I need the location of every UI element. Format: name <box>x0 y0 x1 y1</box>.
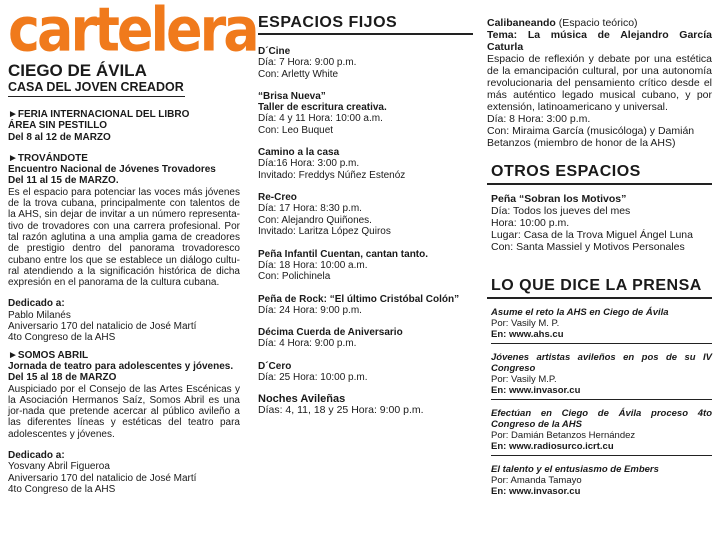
trovandote-dates: Del 11 al 15 de MARZO. <box>8 175 119 187</box>
feria-title: ►FERIA INTERNACIONAL DEL LIBRO <box>8 109 190 120</box>
calibaneando-header <box>487 17 712 29</box>
feria-area: ÁREA SIN PESTILLO <box>8 120 108 132</box>
entry-subtitle: Taller de escritura creativa. <box>258 102 387 113</box>
dedicado-line: 4to Congreso de la AHS <box>8 332 116 344</box>
press-source: En: www.ahs.cu <box>491 329 564 340</box>
entry-line: Día: 4 Hora: 9:00 p.m. <box>258 338 357 349</box>
entry-title: Re-Creo <box>258 192 297 203</box>
entry-title: Peña de Rock: “El último Cristóbal Colón” <box>258 293 460 305</box>
press-author: Por: Vasily M. P. <box>491 318 560 329</box>
dedicado-line: Aniversario 170 del natalicio de José Martí <box>8 321 197 333</box>
entry-title: “Brisa Nueva” <box>258 91 326 102</box>
entry-title: D´Cine <box>258 46 291 57</box>
press-item <box>491 307 712 344</box>
press-list <box>487 307 712 500</box>
column-espacios-fijos <box>258 14 473 417</box>
entry-line: Con: Alejandro Quiñones. <box>258 214 372 226</box>
entry-decima-cuerda <box>258 327 473 350</box>
entry-camino-a-la-casa <box>258 147 473 181</box>
dedicado-label: Dedicado a: <box>8 298 65 310</box>
dedicado-label: Dedicado a: <box>8 450 65 462</box>
entry-line: Día: 4 y 11 Hora: 10:00 a.m. <box>258 113 383 124</box>
entry-line: Día: 24 Hora: 9:00 p.m. <box>258 304 362 316</box>
entry-line: Día: 17 Hora: 8:30 p.m. <box>258 203 362 214</box>
entry-line: Con: Arletty White <box>258 68 339 80</box>
somos-abril-dates: Del 15 al 18 de MARZO <box>8 372 117 384</box>
entry-line: Con: Leo Buquet <box>258 124 334 136</box>
entry-line: Con: Polichinela <box>258 271 331 282</box>
somos-abril-subtitle: Jornada de teatro para adolescentes y jóvenes. <box>8 360 234 372</box>
entry-line: Día: 25 Hora: 10:00 p.m. <box>258 371 368 383</box>
entry-re-creo <box>258 192 473 238</box>
entry-line: Día: Todos los jueves del mes <box>491 205 631 217</box>
otros-espacios-heading: OTROS ESPACIOS <box>487 163 712 185</box>
lo-que-dice-la-prensa-heading: LO QUE DICE LA PRENSA <box>487 277 712 299</box>
dedicado-line: Aniversario 170 del natalicio de José Martí <box>8 472 197 484</box>
entry-line: Lugar: Casa de la Trova Miguel Ángel Luna <box>491 229 693 241</box>
trovandote-body: Es el espacio para potenciar las voces más jóvenes de la trova cubana, principalmente con talentos de la AHS, sin dejar de invitar a un número representa-tivo de trovadores con una carrera profesional. Por tal razón aglutina a una amplia gama de creadores de prestigio dentro del panorama trovadoresco cubano entre los que se establece un diálogo cultu-ral atendiendo a la significación histórica de dicha expresión en el panorama de la cultura cubana. <box>8 186 240 289</box>
pena-sobran-los-motivos <box>487 193 712 253</box>
press-source: En: www.invasor.cu <box>491 486 581 497</box>
entry-pena-infantil <box>258 249 473 283</box>
feria-dates: Del 8 al 12 de MARZO <box>8 131 111 143</box>
entry-line: Con: Santa Massiel y Motivos Personales <box>491 241 685 253</box>
press-author: Por: Amanda Tamayo <box>491 475 582 486</box>
trovandote-subtitle: Encuentro Nacional de Jóvenes Trovadores <box>8 164 216 176</box>
press-headline: El talento y el entusiasmo de Embers <box>491 464 659 475</box>
column-cartelera <box>8 0 257 495</box>
entry-line: Día: 7 Hora: 9:00 p.m. <box>258 57 357 68</box>
somos-abril-body: Auspiciado por el Consejo de las Artes Escénicas y la Asociación Hermanos Saíz, Somos Abril es una jor-nada que pretende acercar al público avileño a las diferentes líneas y estéticas del teatro para adolescentes y jóvenes. <box>8 383 240 440</box>
entry-brisa-nueva <box>258 91 473 136</box>
press-author: Por: Vasily M.P. <box>491 374 557 385</box>
entry-dcero <box>258 361 473 384</box>
trovandote-title: ►TROVÁNDOTE <box>8 152 88 164</box>
column-otros <box>487 17 712 500</box>
press-item <box>491 464 712 500</box>
entry-line: Días: 4, 11, 18 y 25 Hora: 9:00 p.m. <box>258 404 424 416</box>
press-source: En: www.invasor.cu <box>491 385 581 396</box>
press-headline: Jóvenes artistas avileños en pos de su IV Congreso <box>491 352 712 374</box>
calibaneando-tema: Tema: La música de Alejandro García Caturla <box>487 29 712 53</box>
entry-title: Peña “Sobran los Motivos” <box>491 193 627 205</box>
press-headline: Efectúan en Ciego de Ávila proceso 4to Congreso de la AHS <box>491 408 712 430</box>
calibaneando-when: Día: 8 Hora: 3:00 p.m. <box>487 113 591 125</box>
press-item <box>491 408 712 456</box>
dedicado-line: 4to Congreso de la AHS <box>8 483 116 495</box>
dedicado-line: Pablo Milanés <box>8 309 71 321</box>
entry-pena-de-rock <box>258 294 473 317</box>
espacios-fijos-heading: ESPACIOS FIJOS <box>258 14 473 35</box>
calibaneando-body: Espacio de reflexión y debate por una estética de la emancipación cultural, por una autonomía revolucionaria del pensamiento crítico desde el más auténtico legado musical cubano, y por extensión, latinoamericano y universal. <box>487 53 712 113</box>
entry-line: Invitado: Freddys Núñez Estenóz <box>258 169 406 181</box>
calibaneando-title: Calibaneando <box>487 17 556 29</box>
calibaneando-kind: (Espacio teórico) <box>555 17 638 29</box>
entry-title: D´Cero <box>258 360 292 372</box>
press-item <box>491 352 712 400</box>
press-headline: Asume el reto la AHS en Ciego de Ávila <box>491 307 669 318</box>
entry-line: Día: 18 Hora: 10:00 a.m. <box>258 259 368 271</box>
press-source: En: www.radiosurco.icrt.cu <box>491 441 614 452</box>
entry-line: Invitado: Laritza López Quiros <box>258 226 391 237</box>
entry-dcine <box>258 46 473 80</box>
entry-title: Noches Avileñas <box>258 393 346 405</box>
cartelera-logo: cartelera <box>8 0 257 65</box>
entry-line: Día:16 Hora: 3:00 p.m. <box>258 158 360 169</box>
press-author: Por: Damián Betanzos Hernández <box>491 430 636 441</box>
dedicado-line: Yosvany Abril Figueroa <box>8 461 110 473</box>
entry-title: Camino a la casa <box>258 147 340 158</box>
entry-title: Peña Infantil Cuentan, cantan tanto. <box>258 248 429 260</box>
calibaneando-with: Con: Miraima García (musicóloga) y Damián Betanzos (miembro de honor de la AHS) <box>487 125 695 149</box>
entry-noches-avilenas <box>258 394 473 417</box>
city-heading: CIEGO DE ÁVILA <box>8 61 147 80</box>
somos-abril-title: ►SOMOS ABRIL <box>8 349 89 361</box>
entry-line: Hora: 10:00 p.m. <box>491 217 570 229</box>
entry-title: Décima Cuerda de Aniversario <box>258 327 403 338</box>
venue-heading: CASA DEL JOVEN CREADOR <box>8 80 185 97</box>
